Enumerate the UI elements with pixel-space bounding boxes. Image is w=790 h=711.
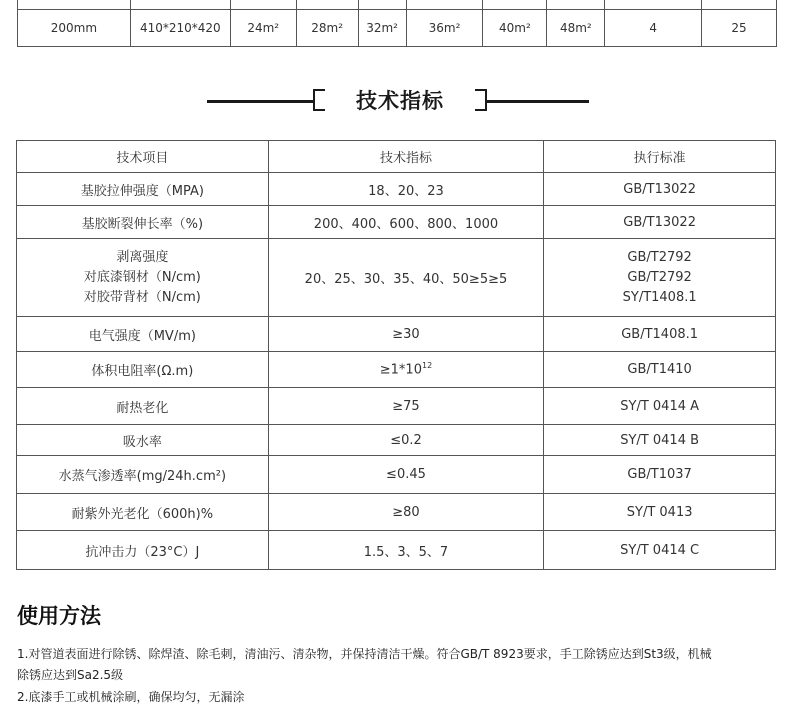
table-row (17, 317, 776, 352)
standard-cell: SY/T 0414 A (544, 388, 776, 425)
standard-cell: GB/T1037 (544, 456, 776, 494)
table-cell: 410*210*420 (130, 10, 230, 47)
table-cell: 36m² (406, 10, 483, 47)
item-cell: 电气强度（MV/m) (17, 317, 269, 352)
table-row (17, 173, 776, 206)
table-cell: 24m² (230, 10, 296, 47)
item-cell: 耐热老化 (17, 388, 269, 425)
table-row (17, 531, 776, 570)
title-divider-right (486, 100, 589, 103)
standard-line: GB/T2792 (627, 269, 692, 285)
table-cell: 4 (605, 10, 702, 47)
item-line: 对底漆钢材（N/cm) (83, 269, 201, 285)
table-row (17, 494, 776, 531)
value-cell: 200、400、600、800、1000 (268, 206, 544, 239)
standard-cell: SY/T 0414 B (544, 425, 776, 456)
item-cell (17, 239, 269, 317)
table-row (17, 239, 776, 317)
tech-table (16, 140, 776, 570)
standard-cell (544, 239, 776, 317)
item-cell: 基胶断裂伸长率（%) (17, 206, 269, 239)
table-header-row (17, 141, 776, 173)
exponent: 12 (421, 361, 433, 371)
standard-line: GB/T2792 (627, 249, 692, 265)
usage-title: 使用方法 (17, 604, 101, 628)
value-cell: 18、20、23 (268, 173, 544, 206)
value-cell (268, 352, 544, 388)
spec-table (17, 0, 777, 47)
item-cell: 基胶拉伸强度（MPA) (17, 173, 269, 206)
standard-cell: SY/T 0414 C (544, 531, 776, 570)
value-text: ≥1*10 (379, 362, 422, 378)
section-title-text: 技术指标 (356, 89, 444, 113)
table-cell: 48m² (547, 10, 605, 47)
item-line: 对胶带背材（N/cm) (83, 289, 201, 305)
table-row (17, 388, 776, 425)
value-cell: 20、25、30、35、40、50≥5≥5 (268, 239, 544, 317)
value-cell: ≥30 (268, 317, 544, 352)
table-cell: 40m² (483, 10, 547, 47)
column-header: 执行标准 (544, 141, 776, 173)
table-row (17, 206, 776, 239)
table-cell: 32m² (358, 10, 406, 47)
standard-cell: GB/T1408.1 (544, 317, 776, 352)
item-line: 剥离强度 (116, 249, 169, 265)
standard-cell: SY/T 0413 (544, 494, 776, 531)
value-cell: 1.5、3、5、7 (268, 531, 544, 570)
table-row (17, 425, 776, 456)
item-cell: 抗冲击力（23°C）J (17, 531, 269, 570)
value-cell: ≥80 (268, 494, 544, 531)
title-divider-left (207, 100, 315, 103)
item-cell: 耐紫外光老化（600h)% (17, 494, 269, 531)
table-cell: 25 (702, 10, 777, 47)
value-cell: ≥75 (268, 388, 544, 425)
table-cell: 28m² (296, 10, 358, 47)
value-cell: ≤0.2 (268, 425, 544, 456)
item-cell: 体积电阻率(Ω.m) (17, 352, 269, 388)
standard-cell: GB/T1410 (544, 352, 776, 388)
standard-cell: GB/T13022 (544, 206, 776, 239)
value-cell: ≤0.45 (268, 456, 544, 494)
usage-step-1: 1.对管道表面进行除锈、除焊渣、除毛刺，清油污、清杂物，并保持清洁干燥。符合GB/T 8923要求，手工除锈应达到St3级，机械 (17, 647, 712, 661)
usage-step-2: 2.底漆手工或机械涂刷，确保均匀，无漏涂 (17, 690, 245, 704)
standard-cell: GB/T13022 (544, 173, 776, 206)
section-title (0, 86, 790, 116)
table-row (18, 10, 777, 47)
table-row (17, 352, 776, 388)
table-row (18, 0, 777, 10)
table-row (17, 456, 776, 494)
item-cell: 吸水率 (17, 425, 269, 456)
standard-line: SY/T1408.1 (622, 289, 697, 305)
table-cell: 200mm (18, 10, 131, 47)
item-cell: 水蒸气渗透率(mg/24h.cm²) (17, 456, 269, 494)
usage-step-1-cont: 除锈应达到Sa2.5级 (17, 668, 124, 682)
column-header: 技术指标 (268, 141, 544, 173)
title-bracket-left (313, 89, 325, 111)
column-header: 技术项目 (17, 141, 269, 173)
